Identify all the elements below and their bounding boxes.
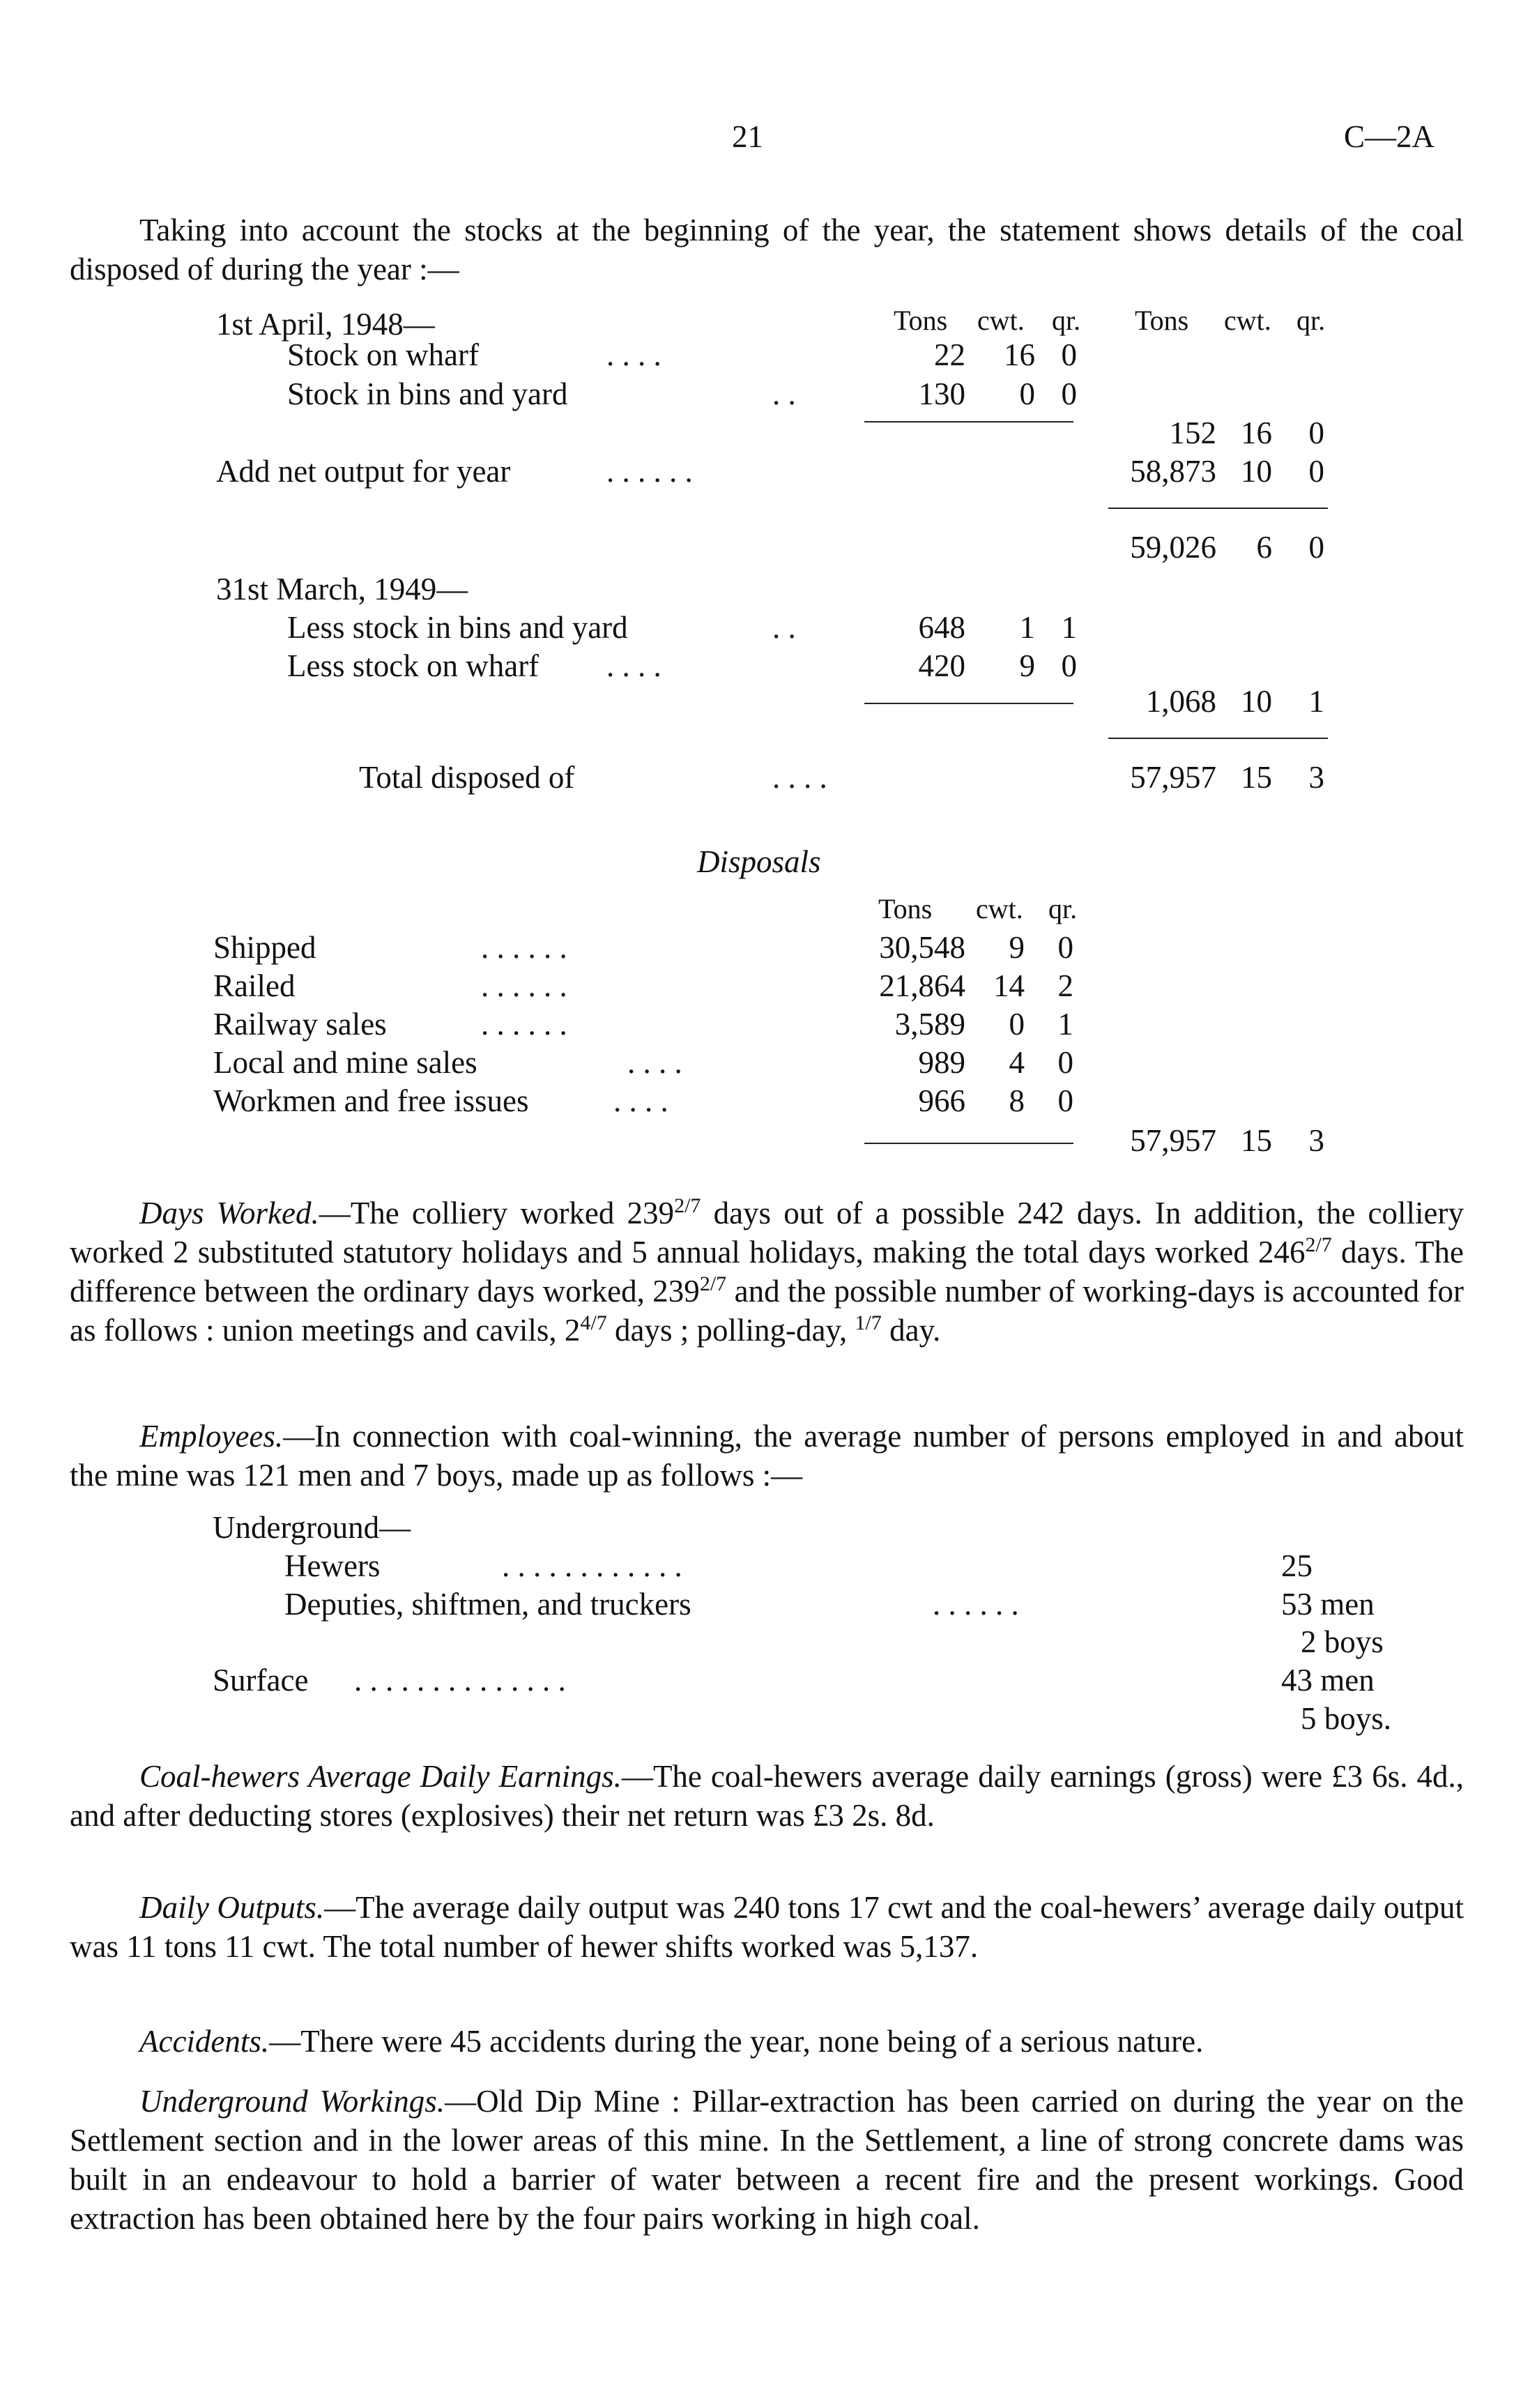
employee-label: Hewers [284, 1548, 381, 1583]
employee-label: Deputies, shiftmen, and truckers [284, 1587, 691, 1622]
workings-text: —Old Dip Mine : Pillar-extraction has been carried on during the year on the Settlement section and in the lower areas of this mine. In the Settlement, a line of strong concrete dams was built in an endeavour to hold a barrier of water between a recent fire and the present workings. Good extraction has been obtained here by the four pairs working in high coal. [70, 2084, 1464, 2236]
leader-dots: . . . . . . [481, 968, 567, 1003]
tons-value: 30,548 [879, 930, 965, 965]
employees-title: Employees. [139, 1419, 284, 1454]
fraction: 2/7 [699, 1272, 727, 1295]
cwt-value: 0 [1019, 376, 1035, 411]
qr-value: 1 [1057, 1007, 1073, 1042]
employee-count: 5 boys. [1301, 1701, 1392, 1736]
days-worked-text: days ; polling-day, [606, 1313, 855, 1348]
employee-count: 25 [1281, 1548, 1313, 1583]
underground-label: Underground— [213, 1510, 411, 1545]
tons-value: 648 [918, 610, 965, 645]
cwt-value: 0 [1009, 1007, 1025, 1042]
cwt-total: 6 [1256, 530, 1272, 565]
opening-date: 1st April, 1948— [216, 307, 435, 342]
row-label: Stock on wharf [287, 337, 479, 372]
row-label: Railed [213, 968, 296, 1003]
earnings-text: —The coal-hewers average daily earnings (gross) were £3 6s. 4d., and after deducting stores (explosives) their net return was £3 2s. 8d. [70, 1759, 1464, 1833]
outputs-title: Daily Outputs. [139, 1890, 325, 1925]
tons-value: 3,589 [894, 1007, 965, 1042]
row-label: Stock in bins and yard [287, 376, 568, 411]
workings-title: Underground Workings. [139, 2084, 445, 2119]
accidents-paragraph [70, 2022, 1464, 2061]
row-label: Total disposed of [359, 760, 575, 795]
tons-value: 22 [934, 337, 965, 372]
qr-total: 0 [1308, 530, 1324, 565]
row-label: Workmen and free issues [213, 1083, 529, 1118]
qr-value: 0 [1061, 337, 1077, 372]
tons-value: 130 [918, 376, 965, 411]
row-label: Less stock on wharf [287, 648, 540, 683]
tons-value: 989 [918, 1045, 965, 1080]
intro-text: Taking into account the stocks at the beginning of the year, the statement shows details of the coal disposed of during the year :— [70, 213, 1464, 287]
disposals-col-tons: Tons [878, 893, 933, 924]
leader-dots: . . . . . . . . . . . . [502, 1548, 682, 1583]
stock-col-cwt: cwt. [977, 305, 1025, 336]
cwt-value: 1 [1019, 610, 1035, 645]
cwt-value: 9 [1019, 648, 1035, 683]
qr-value: 0 [1057, 930, 1073, 965]
cwt-total: 16 [1241, 416, 1272, 450]
rule-total-available [1108, 508, 1328, 509]
days-worked-paragraph [70, 1194, 1464, 1350]
closing-date: 31st March, 1949— [216, 572, 468, 607]
qr-total: 3 [1308, 760, 1324, 795]
leader-dots: . . . . . . [606, 454, 693, 489]
days-worked-text: day. [881, 1313, 941, 1348]
days-worked-text: days. The difference between the ordinary days worked, 239 [70, 1235, 1464, 1309]
tons-total: 59,026 [1130, 530, 1216, 565]
stock-col-tons: Tons [894, 305, 948, 336]
disposals-col-qr: qr. [1048, 893, 1078, 924]
leader-dots: . . [772, 376, 796, 411]
employees-paragraph [70, 1417, 1464, 1495]
tons-total: 57,957 [1130, 1123, 1216, 1158]
leader-dots: . . . . . . [933, 1587, 1019, 1622]
cwt-value: 9 [1009, 930, 1025, 965]
rule-subtotal-open [864, 421, 1073, 422]
outputs-paragraph [70, 1888, 1464, 1966]
earnings-paragraph [70, 1757, 1464, 1835]
qr-value: 0 [1057, 1045, 1073, 1080]
row-label: Less stock in bins and yard [287, 610, 628, 645]
cwt-total: 10 [1241, 454, 1272, 489]
leader-dots: . . . . . . [481, 930, 567, 965]
rule-total-disposed [1108, 738, 1328, 739]
outputs-text: —The average daily output was 240 tons 17 cwt and the coal-hewers’ average daily output was 11 tons 11 cwt. The total number of hewer shifts worked was 5,137. [70, 1890, 1464, 1964]
cwt-value: 4 [1009, 1045, 1025, 1080]
employee-label: Surface [213, 1663, 309, 1698]
qr-value: 0 [1061, 648, 1077, 683]
earnings-title: Coal-hewers Average Daily Earnings. [139, 1759, 622, 1794]
disposals-col-cwt: cwt. [976, 893, 1023, 924]
accidents-text: —There were 45 accidents during the year, none being of a serious nature. [269, 2024, 1204, 2059]
qr-value: 1 [1061, 610, 1077, 645]
employee-count: 53 men [1281, 1587, 1375, 1622]
qr-value: 0 [1061, 376, 1077, 411]
row-label: Railway sales [213, 1007, 387, 1042]
tons-total: 58,873 [1130, 454, 1216, 489]
leader-dots: . . . . . . . . . . . . . . [354, 1663, 566, 1698]
disposals-heading: Disposals [697, 844, 821, 879]
stock-col-cwt-total: cwt. [1224, 305, 1271, 336]
tons-value: 966 [918, 1083, 965, 1118]
cwt-total: 15 [1241, 760, 1272, 795]
days-worked-title: Days Worked. [139, 1196, 319, 1230]
row-label: Local and mine sales [213, 1045, 477, 1080]
accidents-title: Accidents. [139, 2024, 270, 2059]
tons-total: 1,068 [1145, 684, 1216, 719]
tons-value: 420 [918, 648, 965, 683]
cwt-value: 8 [1009, 1083, 1025, 1118]
qr-total: 0 [1308, 416, 1324, 450]
cwt-total: 15 [1241, 1123, 1272, 1158]
rule-disposals-total [864, 1143, 1073, 1144]
row-label: Add net output for year [216, 454, 511, 489]
qr-value: 2 [1057, 968, 1073, 1003]
employee-count: 2 boys [1301, 1624, 1384, 1659]
cwt-value: 16 [1004, 337, 1035, 372]
stock-col-tons-total: Tons [1135, 305, 1189, 336]
page-number: 21 [732, 119, 763, 154]
stock-col-qr-total: qr. [1296, 305, 1326, 336]
leader-dots: . . . . [606, 648, 661, 683]
leader-dots: . . . . [613, 1083, 668, 1118]
intro-paragraph [70, 211, 1464, 289]
days-worked-text: and the possible number of working-days is accounted for as follows : union meetings and cavils, 2 [70, 1274, 1464, 1348]
days-worked-text: days out of a possible 242 days. In addition, the colliery worked 2 substituted statutory holidays and 5 annual holidays, making the total days worked 246 [70, 1196, 1464, 1270]
qr-value: 0 [1057, 1083, 1073, 1118]
fraction: 1/7 [855, 1311, 882, 1334]
qr-total: 1 [1308, 684, 1324, 719]
leader-dots: . . . . [627, 1045, 682, 1080]
tons-value: 21,864 [879, 968, 965, 1003]
days-worked-text: —The colliery worked 239 [319, 1196, 675, 1230]
fraction: 2/7 [674, 1194, 701, 1217]
leader-dots: . . . . [772, 760, 827, 795]
leader-dots: . . . . . . [481, 1007, 567, 1042]
workings-paragraph [70, 2082, 1464, 2238]
leader-dots: . . [772, 610, 796, 645]
fraction: 2/7 [1305, 1233, 1332, 1256]
tons-total: 152 [1169, 416, 1216, 450]
leader-dots: . . . . [606, 337, 661, 372]
tons-total: 57,957 [1130, 760, 1216, 795]
qr-total: 0 [1308, 454, 1324, 489]
cwt-value: 14 [993, 968, 1025, 1003]
employees-text: —In connection with coal-winning, the average number of persons employed in and about the mine was 121 men and 7 boys, made up as follows :— [70, 1419, 1464, 1493]
rule-subtotal-close [864, 703, 1073, 704]
employee-count: 43 men [1281, 1663, 1375, 1698]
qr-total: 3 [1308, 1123, 1324, 1158]
stock-col-qr: qr. [1052, 305, 1081, 336]
row-label: Shipped [213, 930, 316, 965]
fraction: 4/7 [580, 1311, 607, 1334]
document-code: C—2A [1344, 119, 1435, 154]
cwt-total: 10 [1241, 684, 1272, 719]
